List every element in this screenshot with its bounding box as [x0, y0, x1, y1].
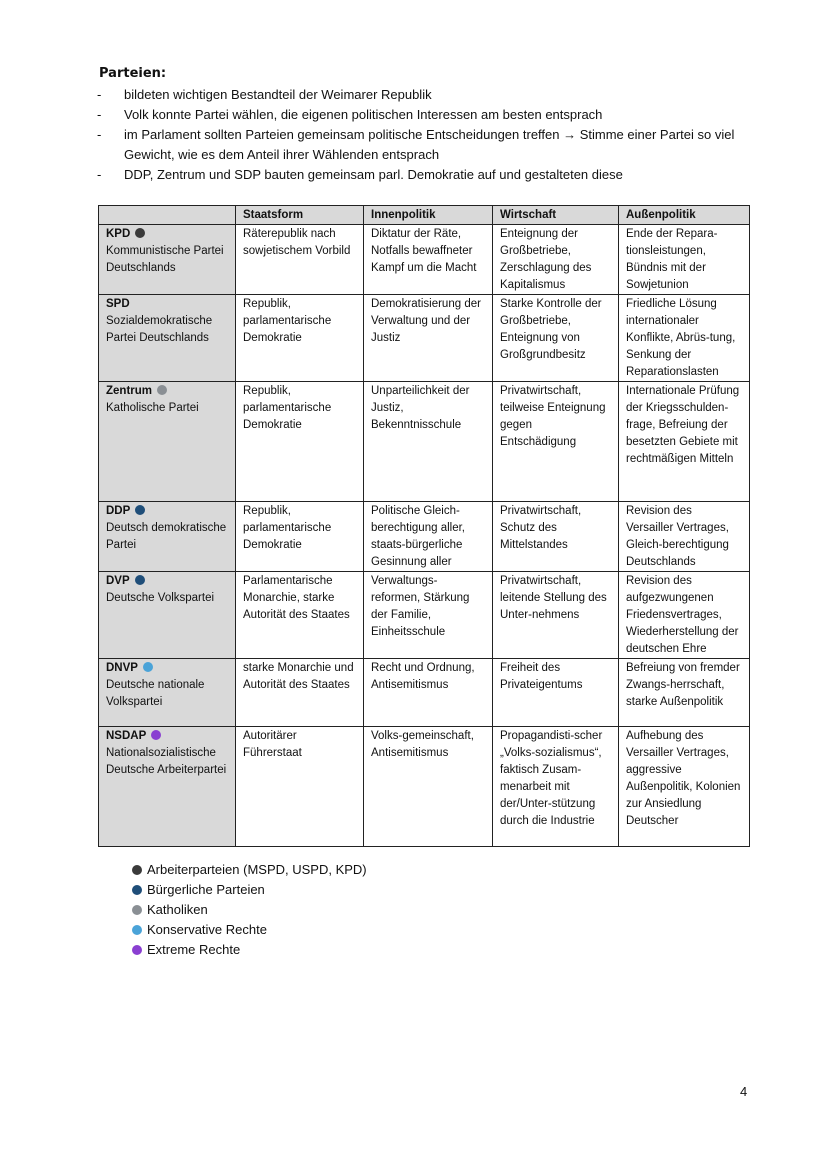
legend-label: Bürgerliche Parteien — [147, 882, 265, 897]
parties-table — [98, 205, 750, 847]
bullet-item — [97, 105, 767, 125]
staatsform-cell: Autoritärer Führerstaat — [236, 727, 364, 847]
aussenpolitik-cell: Internationale Prüfung der Kriegsschulden-frage, Befreiung der besetzten Gebiete mit rechtmäßigen Mitteln — [619, 382, 750, 502]
party-color-dot — [135, 575, 145, 585]
wirtschaft-cell: Freiheit des Privateigentums — [493, 659, 619, 727]
color-legend — [132, 860, 367, 960]
legend-label: Arbeiterparteien (MSPD, USPD, KPD) — [147, 862, 367, 877]
aussenpolitik-cell: Ende der Repara-tionsleistungen, Bündnis mit der Sowjetunion — [619, 225, 750, 295]
wirtschaft-cell: Propagandisti-scher „Volks-sozialismus“, faktisch Zusam-menarbeit mit der/Unter-stützung durch die Industrie — [493, 727, 619, 847]
aussenpolitik-cell: Befreiung von fremder Zwangs-herrschaft, starke Außenpolitik — [619, 659, 750, 727]
party-abbreviation: NSDAP — [106, 730, 147, 742]
table-row — [99, 295, 750, 382]
bullet-dash: - — [97, 167, 102, 182]
aussenpolitik-cell: Friedliche Lösung internationaler Konflikte, Abrüs-tung, Senkung der Reparationslasten — [619, 295, 750, 382]
bullet-list — [97, 85, 767, 185]
innenpolitik-cell: Demokratisierung der Verwaltung und der Justiz — [364, 295, 493, 382]
column-header-staatsform: Staatsform — [236, 206, 364, 225]
bullet-text: im Parlament sollten Parteien gemeinsam politische Entscheidungen treffen → Stimme einer Partei so viel Gewicht, wie es dem Anteil ihrer Wählenden entsprach — [124, 127, 735, 162]
party-name: Katholische Partei — [106, 402, 199, 414]
party-name: Nationalsozialistische Deutsche Arbeiterpartei — [106, 747, 227, 776]
innenpolitik-cell: Politische Gleich-berechtigung aller, staats-bürgerliche Gesinnung aller — [364, 502, 493, 572]
table-row — [99, 382, 750, 502]
party-abbreviation: SPD — [106, 298, 130, 310]
legend-label: Extreme Rechte — [147, 942, 241, 957]
legend-dot-icon — [132, 905, 142, 915]
bullet-text: DDP, Zentrum und SDP bauten gemeinsam parl. Demokratie auf und gestalteten diese — [124, 167, 623, 182]
party-cell — [99, 502, 236, 572]
wirtschaft-cell: Privatwirtschaft, leitende Stellung des Unter-nehmens — [493, 572, 619, 659]
party-cell — [99, 572, 236, 659]
party-abbreviation: DNVP — [106, 662, 138, 674]
party-name: Kommunistische Partei Deutschlands — [106, 245, 224, 274]
legend-item — [132, 900, 367, 920]
page-number: 4 — [740, 1084, 748, 1099]
column-header-party — [99, 206, 236, 225]
wirtschaft-cell: Privatwirtschaft, teilweise Enteignung gegen Entschädigung — [493, 382, 619, 502]
column-header-aussenpolitik: Außenpolitik — [619, 206, 750, 225]
innenpolitik-cell: Unparteilichkeit der Justiz, Bekenntnisschule — [364, 382, 493, 502]
staatsform-cell: Räterepublik nach sowjetischem Vorbild — [236, 225, 364, 295]
party-color-dot — [143, 662, 153, 672]
party-color-dot — [135, 505, 145, 515]
section-heading: Parteien: — [99, 66, 167, 81]
legend-dot-icon — [132, 925, 142, 935]
bullet-dash: - — [97, 107, 102, 122]
bullet-item — [97, 125, 767, 165]
table-header-row — [99, 206, 750, 225]
column-header-innenpolitik: Innenpolitik — [364, 206, 493, 225]
party-color-dot — [135, 228, 145, 238]
party-cell — [99, 295, 236, 382]
table-row — [99, 502, 750, 572]
party-cell — [99, 382, 236, 502]
bullet-dash: - — [97, 87, 102, 102]
table-row — [99, 572, 750, 659]
staatsform-cell: Parlamentarische Monarchie, starke Autorität des Staates — [236, 572, 364, 659]
bullet-text: bildeten wichtigen Bestandteil der Weimarer Republik — [124, 87, 432, 102]
party-name: Deutsche Volkspartei — [106, 592, 215, 604]
party-abbreviation: DVP — [106, 575, 130, 587]
party-name: Deutsche nationale Volkspartei — [106, 679, 205, 708]
wirtschaft-cell: Starke Kontrolle der Großbetriebe, Enteignung von Großgrundbesitz — [493, 295, 619, 382]
party-cell — [99, 659, 236, 727]
legend-item — [132, 940, 367, 960]
innenpolitik-cell: Recht und Ordnung, Antisemitismus — [364, 659, 493, 727]
legend-item — [132, 860, 367, 880]
table-row — [99, 225, 750, 295]
party-abbreviation: Zentrum — [106, 385, 152, 397]
bullet-item — [97, 165, 767, 185]
legend-label: Konservative Rechte — [147, 922, 267, 937]
aussenpolitik-cell: Revision des aufgezwungenen Friedensvertrages, Wiederherstellung der deutschen Ehre — [619, 572, 750, 659]
staatsform-cell: starke Monarchie und Autorität des Staates — [236, 659, 364, 727]
staatsform-cell: Republik, parlamentarische Demokratie — [236, 295, 364, 382]
legend-dot-icon — [132, 865, 142, 875]
party-name: Deutsch demokratische Partei — [106, 522, 227, 551]
bullet-dash: - — [97, 127, 102, 142]
party-color-dot — [151, 730, 161, 740]
staatsform-cell: Republik, parlamentarische Demokratie — [236, 382, 364, 502]
table-row — [99, 727, 750, 847]
party-cell — [99, 225, 236, 295]
innenpolitik-cell: Volks-gemeinschaft, Antisemitismus — [364, 727, 493, 847]
wirtschaft-cell: Privatwirtschaft, Schutz des Mittelstandes — [493, 502, 619, 572]
party-abbreviation: DDP — [106, 505, 131, 517]
bullet-item — [97, 85, 767, 105]
bullet-text: Volk konnte Partei wählen, die eigenen politischen Interessen am besten entsprach — [124, 107, 603, 122]
aussenpolitik-cell: Revision des Versailler Vertrages, Gleich-berechtigung Deutschlands — [619, 502, 750, 572]
legend-item — [132, 920, 367, 940]
party-color-dot — [157, 385, 167, 395]
column-header-wirtschaft: Wirtschaft — [493, 206, 619, 225]
wirtschaft-cell: Enteignung der Großbetriebe, Zerschlagung des Kapitalismus — [493, 225, 619, 295]
innenpolitik-cell: Diktatur der Räte, Notfalls bewaffneter Kampf um die Macht — [364, 225, 493, 295]
table-row — [99, 659, 750, 727]
innenpolitik-cell: Verwaltungs-reformen, Stärkung der Familie, Einheitsschule — [364, 572, 493, 659]
aussenpolitik-cell: Aufhebung des Versailler Vertrages, aggressive Außenpolitik, Kolonien zur Ansiedlung Deutscher — [619, 727, 750, 847]
party-name: Sozialdemokratische Partei Deutschlands — [106, 315, 213, 344]
party-cell — [99, 727, 236, 847]
legend-item — [132, 880, 367, 900]
legend-dot-icon — [132, 885, 142, 895]
party-abbreviation: KPD — [106, 228, 131, 240]
legend-dot-icon — [132, 945, 142, 955]
legend-label: Katholiken — [147, 902, 208, 917]
staatsform-cell: Republik, parlamentarische Demokratie — [236, 502, 364, 572]
